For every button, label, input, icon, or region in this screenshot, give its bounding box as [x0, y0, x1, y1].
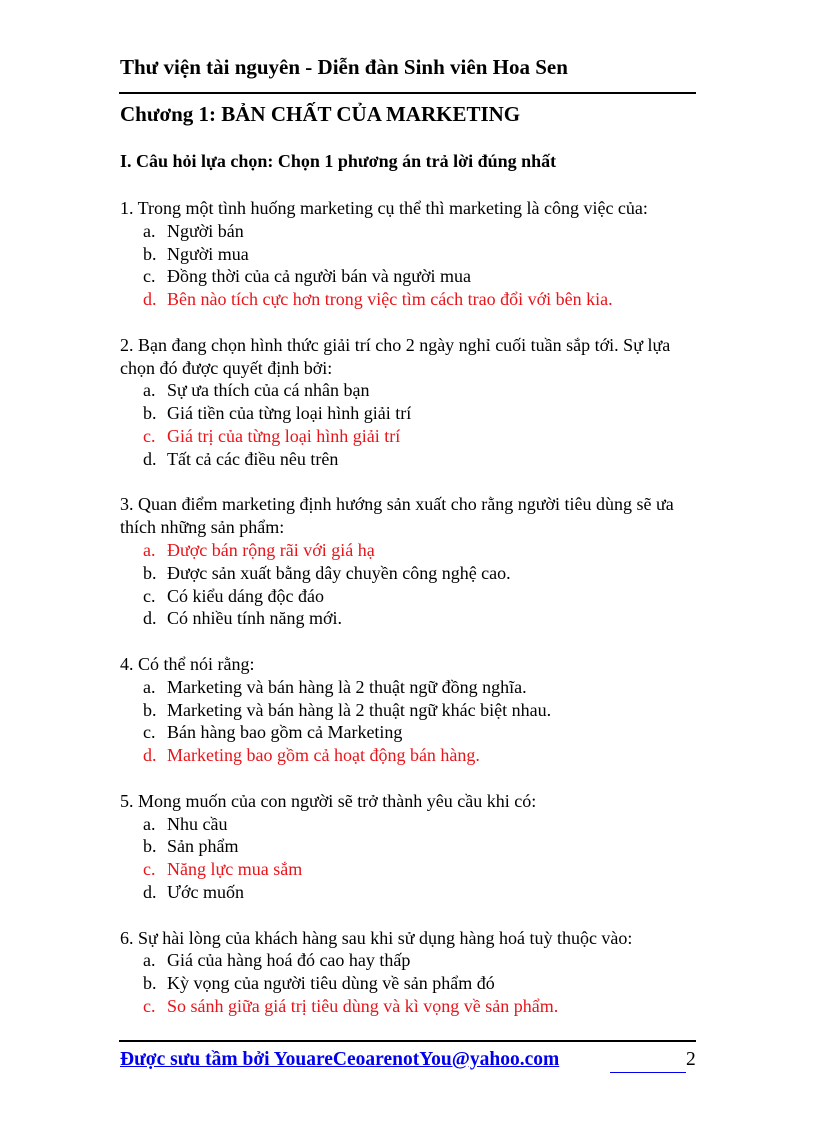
answer-option: [143, 676, 698, 699]
answer-option-correct: [143, 744, 698, 767]
answer-options: [120, 379, 698, 470]
answer-options: [120, 949, 698, 1017]
answer-option: [143, 243, 698, 266]
option-letter: a.: [143, 950, 156, 971]
question-item: [120, 334, 698, 471]
option-letter: d.: [143, 745, 157, 766]
option-letter: b.: [143, 973, 157, 994]
option-letter: a.: [143, 539, 156, 560]
answer-option: [143, 813, 698, 836]
question-list: [120, 197, 698, 1040]
option-letter: a.: [143, 220, 156, 241]
option-text: Bán hàng bao gồm cả Marketing: [167, 722, 403, 743]
option-letter: d.: [143, 448, 157, 469]
footer-email-link[interactable]: Được sưu tầm bởi YouareCeoarenotYou@yahoo.com: [120, 1049, 560, 1070]
option-letter: b.: [143, 403, 157, 424]
option-letter: a.: [143, 813, 156, 834]
option-text: Marketing và bán hàng là 2 thuật ngữ khác biệt nhau.: [167, 699, 552, 720]
option-text: Người mua: [167, 243, 249, 264]
option-letter: a.: [143, 676, 156, 697]
option-letter: c.: [143, 425, 156, 446]
option-text: Người bán: [167, 220, 244, 241]
option-letter: c.: [143, 266, 156, 287]
answer-option-correct: [143, 425, 698, 448]
option-letter: d.: [143, 289, 157, 310]
option-text: Được sản xuất bằng dây chuyền công nghệ cao.: [167, 562, 511, 583]
answer-options: [120, 220, 698, 311]
option-text: Ước muốn: [167, 881, 244, 902]
option-text: Tất cả các điều nêu trên: [167, 448, 339, 469]
option-letter: b.: [143, 836, 157, 857]
answer-option: [143, 265, 698, 288]
option-text: Bên nào tích cực hơn trong việc tìm cách trao đổi với bên kia.: [167, 289, 613, 310]
footer-underline: [610, 1072, 686, 1073]
answer-option: [143, 699, 698, 722]
option-letter: d.: [143, 881, 157, 902]
answer-options: [120, 676, 698, 767]
option-text: Marketing và bán hàng là 2 thuật ngữ đồng nghĩa.: [167, 676, 527, 697]
answer-option: [143, 585, 698, 608]
option-text: Sự ưa thích của cá nhân bạn: [167, 380, 370, 401]
option-letter: c.: [143, 995, 156, 1016]
option-text: Đồng thời của cả người bán và người mua: [167, 266, 471, 287]
option-letter: b.: [143, 562, 157, 583]
answer-option: [143, 448, 698, 471]
option-text: Giá của hàng hoá đó cao hay thấp: [167, 950, 411, 971]
question-text: 1. Trong một tình huống marketing cụ thể thì marketing là công việc của:: [120, 198, 648, 218]
question-item: [120, 197, 698, 311]
answer-option: [143, 220, 698, 243]
option-letter: c.: [143, 722, 156, 743]
option-letter: b.: [143, 699, 157, 720]
answer-option: [143, 949, 698, 972]
answer-option: [143, 881, 698, 904]
answer-option-correct: [143, 858, 698, 881]
answer-option: [143, 607, 698, 630]
question-text: 4. Có thể nói rằng:: [120, 653, 255, 674]
header-title: Thư viện tài nguyên - Diễn đàn Sinh viên Hoa Sen: [120, 55, 568, 79]
option-text: Được bán rộng rãi với giá hạ: [167, 539, 375, 560]
section-title: I. Câu hỏi lựa chọn: Chọn 1 phương án trả lời đúng nhất: [120, 151, 557, 171]
header-divider: [119, 92, 696, 94]
answer-option: [143, 835, 698, 858]
answer-option-correct: [143, 995, 698, 1018]
option-text: Sản phẩm: [167, 836, 239, 857]
question-item: [120, 653, 698, 767]
page-number: 2: [686, 1049, 696, 1070]
option-text: Nhu cầu: [167, 813, 228, 834]
option-text: Có kiểu dáng độc đáo: [167, 585, 324, 606]
footer-divider: [119, 1040, 696, 1042]
question-text: 5. Mong muốn của con người sẽ trở thành yêu cầu khi có:: [120, 790, 537, 811]
answer-option: [143, 721, 698, 744]
option-text: Marketing bao gồm cả hoạt động bán hàng.: [167, 745, 480, 766]
option-text: So sánh giữa giá trị tiêu dùng và kì vọng về sản phẩm.: [167, 995, 559, 1016]
answer-option-correct: [143, 288, 698, 311]
question-item: [120, 790, 698, 904]
question-item: [120, 493, 698, 630]
answer-option: [143, 402, 698, 425]
answer-option-correct: [143, 539, 698, 562]
answer-option: [143, 379, 698, 402]
option-letter: b.: [143, 243, 157, 264]
option-text: Năng lực mua sắm: [167, 859, 303, 880]
option-letter: a.: [143, 380, 156, 401]
answer-options: [120, 813, 698, 904]
question-text: 2. Bạn đang chọn hình thức giải trí cho 2 ngày nghỉ cuối tuần sắp tới. Sự lựa chọn đó được quyết định bởi:: [120, 334, 671, 378]
question-item: [120, 927, 698, 1018]
answer-option: [143, 562, 698, 585]
option-text: Kỳ vọng của người tiêu dùng về sản phẩm đó: [167, 973, 495, 994]
option-text: Giá trị của từng loại hình giải trí: [167, 425, 401, 446]
question-text: 3. Quan điểm marketing định hướng sản xuất cho rằng người tiêu dùng sẽ ưa thích những sản phẩm:: [120, 494, 674, 538]
question-text: 6. Sự hài lòng của khách hàng sau khi sử dụng hàng hoá tuỳ thuộc vào:: [120, 927, 633, 948]
option-text: Có nhiều tính năng mới.: [167, 608, 343, 629]
option-text: Giá tiền của từng loại hình giải trí: [167, 403, 412, 424]
answer-options: [120, 539, 698, 630]
chapter-title: Chương 1: BẢN CHẤT CỦA MARKETING: [120, 102, 521, 126]
option-letter: d.: [143, 608, 157, 629]
option-letter: c.: [143, 859, 156, 880]
answer-option: [143, 972, 698, 995]
option-letter: c.: [143, 585, 156, 606]
